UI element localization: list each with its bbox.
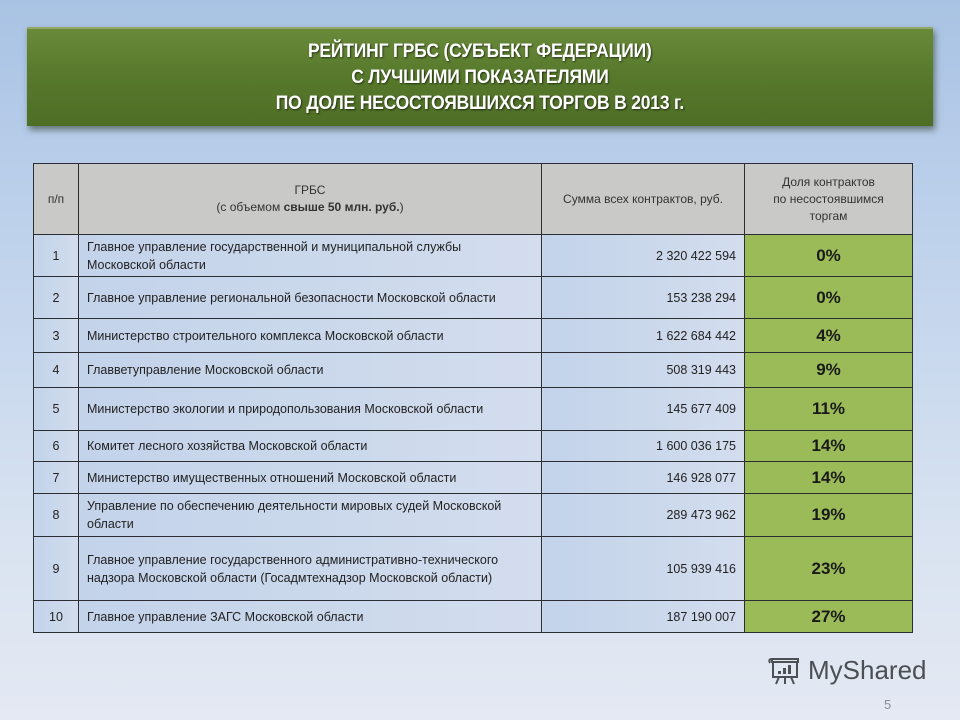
row-grbs-name: Управление по обеспечению деятельности мировых судей Московской области [79, 494, 542, 537]
myshared-watermark [768, 655, 927, 686]
rating-table [33, 163, 913, 633]
header-grbs [79, 164, 542, 235]
row-grbs-name: Министерство экологии и природопользования Московской области [79, 388, 542, 431]
row-contracts-sum: 187 190 007 [542, 601, 745, 633]
row-number: 5 [34, 388, 79, 431]
table-row [34, 601, 913, 633]
row-number: 3 [34, 319, 79, 353]
table-row [34, 353, 913, 388]
title-line-3: ПО ДОЛЕ НЕСОСТОЯВШИХСЯ ТОРГОВ В 2013 г. [275, 92, 685, 114]
row-contracts-sum: 1 600 036 175 [542, 431, 745, 462]
header-share [745, 164, 913, 235]
header-num: п/п [34, 164, 79, 235]
row-failed-share: 11% [745, 388, 913, 431]
row-number: 8 [34, 494, 79, 537]
row-grbs-name: Комитет лесного хозяйства Московской области [79, 431, 542, 462]
row-number: 2 [34, 277, 79, 319]
row-failed-share: 0% [745, 235, 913, 277]
row-contracts-sum: 2 320 422 594 [542, 235, 745, 277]
row-grbs-name: Главное управление ЗАГС Московской области [79, 601, 542, 633]
table-row [34, 319, 913, 353]
title-line-1: РЕЙТИНГ ГРБС (СУБЪЕКТ ФЕДЕРАЦИИ) [308, 40, 652, 62]
header-grbs-bold: свыше 50 млн. руб. [283, 200, 400, 214]
row-contracts-sum: 508 319 443 [542, 353, 745, 388]
header-share-line-2: по несостоявшимся [773, 191, 884, 206]
row-failed-share: 4% [745, 319, 913, 353]
row-number: 1 [34, 235, 79, 277]
row-number: 4 [34, 353, 79, 388]
row-failed-share: 0% [745, 277, 913, 319]
row-grbs-name: Главное управление государственной и муниципальной службы Московской области [79, 235, 542, 277]
table-row [34, 431, 913, 462]
row-grbs-name: Главветуправление Московской области [79, 353, 542, 388]
row-number: 10 [34, 601, 79, 633]
header-share-line-3: торгам [809, 208, 848, 223]
brand-name: MyShared [808, 655, 927, 685]
row-contracts-sum: 153 238 294 [542, 277, 745, 319]
row-failed-share: 23% [745, 537, 913, 601]
row-failed-share: 14% [745, 462, 913, 494]
header-grbs-suffix: ) [399, 200, 404, 214]
row-contracts-sum: 105 939 416 [542, 537, 745, 601]
title-banner [27, 27, 933, 126]
row-grbs-name: Министерство строительного комплекса Московской области [79, 319, 542, 353]
row-grbs-name: Главное управление региональной безопасности Московской области [79, 277, 542, 319]
row-failed-share: 27% [745, 601, 913, 633]
row-contracts-sum: 289 473 962 [542, 494, 745, 537]
row-failed-share: 9% [745, 353, 913, 388]
table-row [34, 462, 913, 494]
header-grbs-prefix: (с объемом [216, 200, 284, 214]
table-row [34, 388, 913, 431]
row-number: 9 [34, 537, 79, 601]
table-row [34, 494, 913, 537]
row-number: 7 [34, 462, 79, 494]
row-failed-share: 14% [745, 431, 913, 462]
table-row [34, 277, 913, 319]
row-number: 6 [34, 431, 79, 462]
table-row [34, 235, 913, 277]
page-number: 5 [884, 697, 892, 712]
row-contracts-sum: 145 677 409 [542, 388, 745, 431]
row-contracts-sum: 146 928 077 [542, 462, 745, 494]
row-contracts-sum: 1 622 684 442 [542, 319, 745, 353]
table-header-row [34, 164, 913, 235]
row-grbs-name: Министерство имущественных отношений Московской области [79, 462, 542, 494]
header-share-line-1: Доля контрактов [782, 174, 875, 189]
header-sum: Сумма всех контрактов, руб. [542, 164, 745, 235]
row-failed-share: 19% [745, 494, 913, 537]
presentation-board-icon [768, 656, 802, 686]
header-grbs-title: ГРБС [294, 183, 326, 197]
table-row [34, 537, 913, 601]
title-line-2: С ЛУЧШИМИ ПОКАЗАТЕЛЯМИ [351, 66, 609, 88]
row-grbs-name: Главное управление государственного административно-технического надзора Московской области (Госадмтехнадзор Московской области) [79, 537, 542, 601]
